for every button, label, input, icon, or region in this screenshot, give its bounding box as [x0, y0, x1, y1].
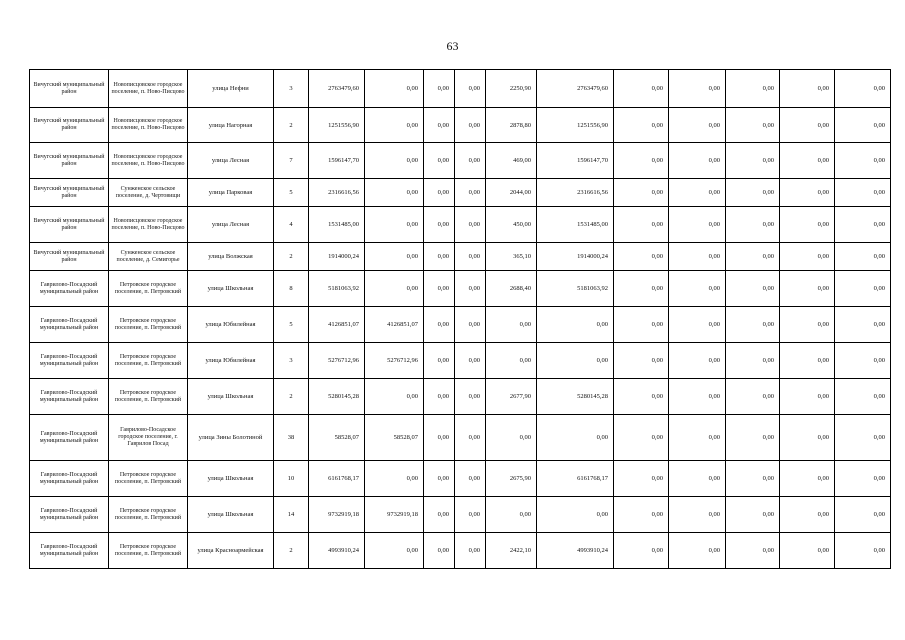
value-cell: 0,00 [726, 497, 780, 533]
district-cell: Вичугский муниципальный район [30, 179, 109, 207]
value-cell: 0,00 [455, 461, 486, 497]
value-cell: 0,00 [780, 143, 835, 179]
value-cell: 1596147,70 [309, 143, 365, 179]
value-cell: 2044,00 [486, 179, 537, 207]
value-cell: 0,00 [669, 497, 726, 533]
value-cell: 0,00 [835, 243, 891, 271]
table-row [30, 70, 891, 108]
street-cell: улица Юбилейная [188, 307, 274, 343]
house-count-cell: 3 [274, 70, 309, 108]
value-cell: 2763479,60 [309, 70, 365, 108]
table-row [30, 343, 891, 379]
value-cell: 1531485,00 [537, 207, 614, 243]
value-cell: 0,00 [726, 415, 780, 461]
value-cell: 0,00 [455, 271, 486, 307]
value-cell: 0,00 [669, 271, 726, 307]
value-cell: 0,00 [455, 379, 486, 415]
value-cell: 0,00 [424, 415, 455, 461]
value-cell: 0,00 [835, 343, 891, 379]
value-cell: 1596147,70 [537, 143, 614, 179]
value-cell: 0,00 [726, 243, 780, 271]
value-cell: 0,00 [835, 271, 891, 307]
district-cell: Гаврилово-Посадский муниципальный район [30, 343, 109, 379]
value-cell: 0,00 [835, 70, 891, 108]
settlement-cell: Гаврилово-Посадское городское поселение, г. Гаврилов Посад [109, 415, 188, 461]
value-cell: 0,00 [365, 179, 424, 207]
value-cell: 2422,10 [486, 533, 537, 569]
street-cell: улица Зины Болотиной [188, 415, 274, 461]
settlement-cell: Новописцовское городское поселение, п. Ново-Писцово [109, 108, 188, 143]
value-cell: 9732919,18 [365, 497, 424, 533]
value-cell: 0,00 [614, 497, 669, 533]
value-cell: 5181063,92 [537, 271, 614, 307]
value-cell: 0,00 [614, 343, 669, 379]
value-cell: 0,00 [424, 533, 455, 569]
value-cell: 0,00 [455, 108, 486, 143]
value-cell: 0,00 [424, 143, 455, 179]
value-cell: 0,00 [726, 461, 780, 497]
housing-program-table [29, 69, 891, 569]
value-cell: 0,00 [537, 415, 614, 461]
table-row [30, 533, 891, 569]
value-cell: 0,00 [780, 179, 835, 207]
district-cell: Гаврилово-Посадский муниципальный район [30, 533, 109, 569]
value-cell: 0,00 [486, 415, 537, 461]
value-cell: 0,00 [486, 343, 537, 379]
district-cell: Вичугский муниципальный район [30, 243, 109, 271]
district-cell: Гаврилово-Посадский муниципальный район [30, 497, 109, 533]
value-cell: 5276712,96 [365, 343, 424, 379]
value-cell: 0,00 [669, 461, 726, 497]
value-cell: 0,00 [455, 533, 486, 569]
district-cell: Вичугский муниципальный район [30, 70, 109, 108]
table-row [30, 207, 891, 243]
settlement-cell: Петровское городское поселение, п. Петровский [109, 379, 188, 415]
value-cell: 0,00 [780, 108, 835, 143]
value-cell: 0,00 [455, 143, 486, 179]
street-cell: улица Волжская [188, 243, 274, 271]
value-cell: 0,00 [614, 108, 669, 143]
value-cell: 0,00 [669, 207, 726, 243]
house-count-cell: 3 [274, 343, 309, 379]
value-cell: 0,00 [455, 243, 486, 271]
table-row [30, 243, 891, 271]
settlement-cell: Петровское городское поселение, п. Петровский [109, 497, 188, 533]
value-cell: 0,00 [365, 533, 424, 569]
value-cell: 0,00 [424, 307, 455, 343]
value-cell: 0,00 [424, 271, 455, 307]
value-cell: 0,00 [537, 497, 614, 533]
value-cell: 2688,40 [486, 271, 537, 307]
house-count-cell: 2 [274, 108, 309, 143]
value-cell: 2316616,56 [309, 179, 365, 207]
settlement-cell: Сунженское сельское поселение, д. Чертовищи [109, 179, 188, 207]
value-cell: 0,00 [537, 343, 614, 379]
table-row [30, 461, 891, 497]
value-cell: 0,00 [835, 207, 891, 243]
value-cell: 0,00 [726, 307, 780, 343]
district-cell: Вичугский муниципальный район [30, 108, 109, 143]
street-cell: улица Школьная [188, 461, 274, 497]
value-cell: 0,00 [835, 461, 891, 497]
district-cell: Гаврилово-Посадский муниципальный район [30, 415, 109, 461]
value-cell: 0,00 [669, 143, 726, 179]
value-cell: 0,00 [780, 415, 835, 461]
value-cell: 0,00 [424, 379, 455, 415]
value-cell: 0,00 [614, 379, 669, 415]
value-cell: 0,00 [486, 497, 537, 533]
settlement-cell: Петровское городское поселение, п. Петровский [109, 533, 188, 569]
street-cell: улица Школьная [188, 271, 274, 307]
house-count-cell: 10 [274, 461, 309, 497]
street-cell: улица Нефни [188, 70, 274, 108]
house-count-cell: 7 [274, 143, 309, 179]
street-cell: улица Юбилейная [188, 343, 274, 379]
table-row [30, 497, 891, 533]
value-cell: 0,00 [726, 179, 780, 207]
value-cell: 9732919,18 [309, 497, 365, 533]
value-cell: 5280145,28 [537, 379, 614, 415]
value-cell: 0,00 [835, 497, 891, 533]
value-cell: 0,00 [614, 461, 669, 497]
settlement-cell: Новописцовское городское поселение, п. Ново-Писцово [109, 207, 188, 243]
value-cell: 0,00 [455, 207, 486, 243]
value-cell: 0,00 [669, 70, 726, 108]
value-cell: 0,00 [424, 207, 455, 243]
value-cell: 0,00 [424, 343, 455, 379]
value-cell: 2316616,56 [537, 179, 614, 207]
value-cell: 5181063,92 [309, 271, 365, 307]
value-cell: 0,00 [726, 379, 780, 415]
value-cell: 0,00 [614, 533, 669, 569]
house-count-cell: 2 [274, 533, 309, 569]
page-number: 63 [446, 39, 459, 53]
house-count-cell: 8 [274, 271, 309, 307]
settlement-cell: Петровское городское поселение, п. Петровский [109, 307, 188, 343]
value-cell: 0,00 [780, 243, 835, 271]
value-cell: 0,00 [614, 243, 669, 271]
value-cell: 0,00 [614, 307, 669, 343]
value-cell: 0,00 [669, 533, 726, 569]
value-cell: 0,00 [780, 533, 835, 569]
value-cell: 450,00 [486, 207, 537, 243]
value-cell: 0,00 [424, 108, 455, 143]
street-cell: улица Школьная [188, 497, 274, 533]
value-cell: 0,00 [614, 207, 669, 243]
district-cell: Гаврилово-Посадский муниципальный район [30, 271, 109, 307]
value-cell: 0,00 [835, 179, 891, 207]
value-cell: 0,00 [537, 307, 614, 343]
value-cell: 6161768,17 [537, 461, 614, 497]
value-cell: 1914000,24 [309, 243, 365, 271]
value-cell: 0,00 [780, 70, 835, 108]
value-cell: 58528,07 [365, 415, 424, 461]
table-row [30, 307, 891, 343]
house-count-cell: 4 [274, 207, 309, 243]
house-count-cell: 5 [274, 307, 309, 343]
value-cell: 0,00 [669, 343, 726, 379]
settlement-cell: Петровское городское поселение, п. Петровский [109, 461, 188, 497]
settlement-cell: Петровское городское поселение, п. Петровский [109, 271, 188, 307]
value-cell: 0,00 [726, 343, 780, 379]
value-cell: 0,00 [835, 415, 891, 461]
value-cell: 2675,90 [486, 461, 537, 497]
value-cell: 0,00 [365, 271, 424, 307]
value-cell: 1251556,90 [537, 108, 614, 143]
district-cell: Гаврилово-Посадский муниципальный район [30, 379, 109, 415]
table-row [30, 379, 891, 415]
value-cell: 0,00 [614, 415, 669, 461]
district-cell: Гаврилово-Посадский муниципальный район [30, 461, 109, 497]
table-row [30, 108, 891, 143]
street-cell: улица Школьная [188, 379, 274, 415]
value-cell: 0,00 [726, 108, 780, 143]
value-cell: 0,00 [780, 307, 835, 343]
house-count-cell: 14 [274, 497, 309, 533]
value-cell: 0,00 [424, 243, 455, 271]
value-cell: 0,00 [726, 533, 780, 569]
value-cell: 0,00 [669, 179, 726, 207]
value-cell: 0,00 [365, 207, 424, 243]
street-cell: улица Красноармейская [188, 533, 274, 569]
value-cell: 0,00 [835, 533, 891, 569]
value-cell: 2250,90 [486, 70, 537, 108]
value-cell: 5276712,96 [309, 343, 365, 379]
value-cell: 4126851,07 [365, 307, 424, 343]
house-count-cell: 38 [274, 415, 309, 461]
value-cell: 2677,90 [486, 379, 537, 415]
value-cell: 365,10 [486, 243, 537, 271]
settlement-cell: Новописцовское городское поселение, п. Ново-Писцово [109, 143, 188, 179]
value-cell: 2763479,60 [537, 70, 614, 108]
value-cell: 0,00 [365, 108, 424, 143]
value-cell: 0,00 [424, 497, 455, 533]
street-cell: улица Парковая [188, 179, 274, 207]
value-cell: 4126851,07 [309, 307, 365, 343]
settlement-cell: Петровское городское поселение, п. Петровский [109, 343, 188, 379]
value-cell: 0,00 [780, 461, 835, 497]
value-cell: 0,00 [835, 379, 891, 415]
district-cell: Гаврилово-Посадский муниципальный район [30, 307, 109, 343]
value-cell: 0,00 [486, 307, 537, 343]
value-cell: 58528,07 [309, 415, 365, 461]
value-cell: 0,00 [669, 108, 726, 143]
value-cell: 4993910,24 [537, 533, 614, 569]
value-cell: 0,00 [780, 207, 835, 243]
value-cell: 4993910,24 [309, 533, 365, 569]
value-cell: 6161768,17 [309, 461, 365, 497]
value-cell: 0,00 [365, 70, 424, 108]
value-cell: 0,00 [455, 70, 486, 108]
table-row [30, 415, 891, 461]
value-cell: 0,00 [835, 307, 891, 343]
value-cell: 0,00 [455, 179, 486, 207]
value-cell: 1531485,00 [309, 207, 365, 243]
value-cell: 0,00 [455, 307, 486, 343]
value-cell: 0,00 [669, 307, 726, 343]
house-count-cell: 5 [274, 179, 309, 207]
value-cell: 0,00 [780, 379, 835, 415]
value-cell: 0,00 [835, 108, 891, 143]
value-cell: 0,00 [365, 143, 424, 179]
value-cell: 0,00 [614, 70, 669, 108]
value-cell: 0,00 [365, 461, 424, 497]
district-cell: Вичугский муниципальный район [30, 207, 109, 243]
street-cell: улица Нагорная [188, 108, 274, 143]
value-cell: 0,00 [780, 271, 835, 307]
settlement-cell: Новописцовское городское поселение, п. Ново-Писцово [109, 70, 188, 108]
value-cell: 0,00 [835, 143, 891, 179]
value-cell: 0,00 [614, 143, 669, 179]
street-cell: улица Лесная [188, 207, 274, 243]
table-body [30, 70, 891, 569]
table-row [30, 179, 891, 207]
value-cell: 0,00 [669, 243, 726, 271]
value-cell: 0,00 [614, 179, 669, 207]
value-cell: 1251556,90 [309, 108, 365, 143]
settlement-cell: Сунженское сельское поселение, д. Семигорье [109, 243, 188, 271]
value-cell: 0,00 [726, 70, 780, 108]
value-cell: 0,00 [424, 461, 455, 497]
value-cell: 1914000,24 [537, 243, 614, 271]
value-cell: 0,00 [424, 179, 455, 207]
value-cell: 0,00 [365, 243, 424, 271]
value-cell: 0,00 [726, 143, 780, 179]
house-count-cell: 2 [274, 243, 309, 271]
value-cell: 0,00 [780, 497, 835, 533]
value-cell: 0,00 [614, 271, 669, 307]
value-cell: 2878,80 [486, 108, 537, 143]
value-cell: 0,00 [365, 379, 424, 415]
table-row [30, 143, 891, 179]
value-cell: 469,00 [486, 143, 537, 179]
value-cell: 0,00 [455, 343, 486, 379]
street-cell: улица Лесная [188, 143, 274, 179]
value-cell: 0,00 [669, 415, 726, 461]
value-cell: 0,00 [780, 343, 835, 379]
value-cell: 0,00 [726, 207, 780, 243]
value-cell: 0,00 [669, 379, 726, 415]
value-cell: 0,00 [455, 415, 486, 461]
value-cell: 0,00 [424, 70, 455, 108]
house-count-cell: 2 [274, 379, 309, 415]
value-cell: 5280145,28 [309, 379, 365, 415]
value-cell: 0,00 [455, 497, 486, 533]
district-cell: Вичугский муниципальный район [30, 143, 109, 179]
value-cell: 0,00 [726, 271, 780, 307]
table-row [30, 271, 891, 307]
